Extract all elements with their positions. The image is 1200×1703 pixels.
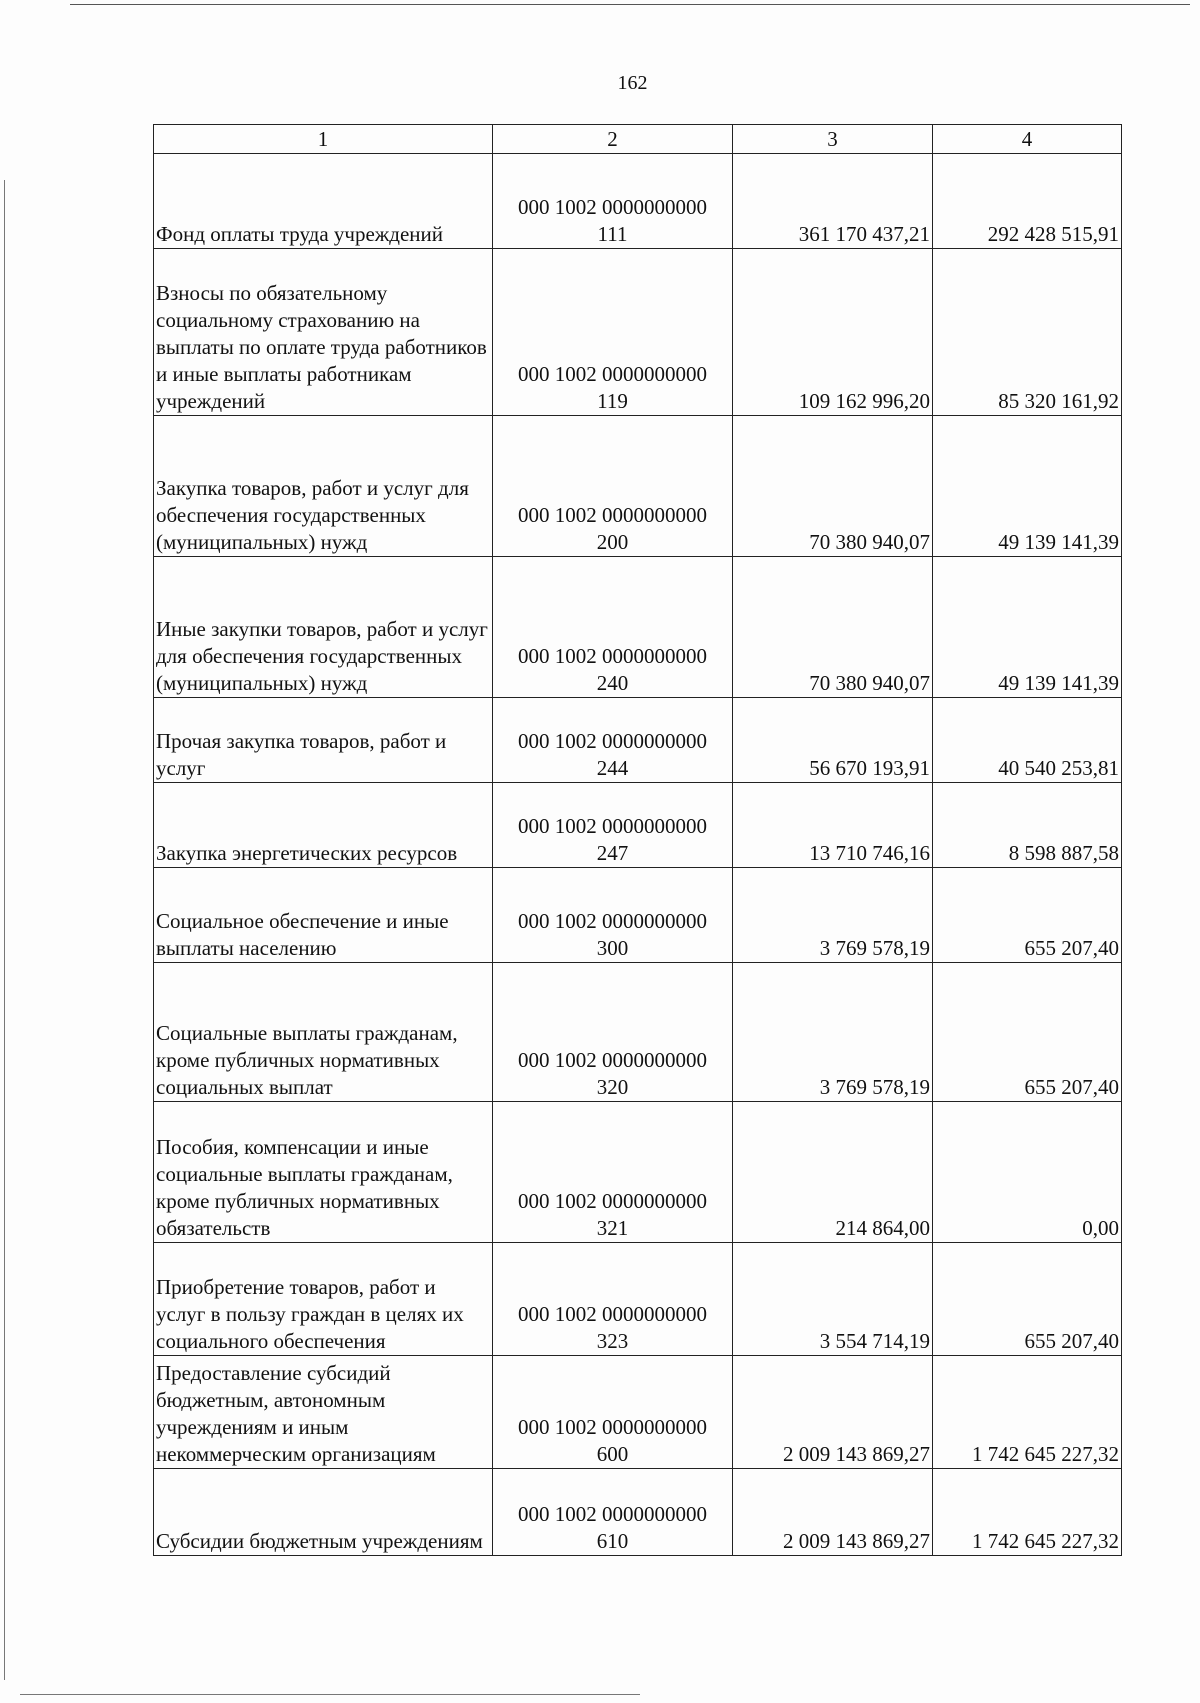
code-line-1: 000 1002 0000000000 bbox=[518, 503, 707, 527]
row-name: Предоставление субсидий бюджетным, автономным учреждениям и иным некоммерческим организациям bbox=[154, 1356, 493, 1469]
row-code bbox=[493, 1356, 733, 1469]
row-value-col4: 0,00 bbox=[933, 1102, 1122, 1243]
code-line-1: 000 1002 0000000000 bbox=[518, 644, 707, 668]
row-name: Фонд оплаты труда учреждений bbox=[154, 154, 493, 249]
header-row bbox=[154, 125, 1122, 154]
row-name: Взносы по обязательному социальному страхованию на выплаты по оплате труда работников и иные выплаты работникам учреждений bbox=[154, 249, 493, 416]
code-line-1: 000 1002 0000000000 bbox=[518, 1502, 707, 1526]
row-code bbox=[493, 783, 733, 868]
row-value-col3: 70 380 940,07 bbox=[733, 416, 933, 557]
row-name: Субсидии бюджетным учреждениям bbox=[154, 1469, 493, 1556]
row-value-col3: 214 864,00 bbox=[733, 1102, 933, 1243]
code-line-1: 000 1002 0000000000 bbox=[518, 1048, 707, 1072]
code-line-2: 240 bbox=[596, 671, 629, 695]
code-line-2: 119 bbox=[597, 389, 628, 413]
row-value-col4: 655 207,40 bbox=[933, 1243, 1122, 1356]
scan-edge-bottom bbox=[20, 1694, 640, 1695]
scan-edge-top bbox=[70, 4, 1190, 5]
row-value-col4: 1 742 645 227,32 bbox=[933, 1469, 1122, 1556]
page-number: 162 bbox=[617, 72, 648, 94]
code-line-2: 247 bbox=[596, 841, 629, 865]
row-code bbox=[493, 154, 733, 249]
code-line-2: 323 bbox=[596, 1329, 629, 1353]
row-value-col3: 2 009 143 869,27 bbox=[733, 1356, 933, 1469]
row-value-col3: 70 380 940,07 bbox=[733, 557, 933, 698]
row-value-col3: 56 670 193,91 bbox=[733, 698, 933, 783]
row-value-col3: 361 170 437,21 bbox=[733, 154, 933, 249]
table-row bbox=[154, 1102, 1122, 1243]
row-code bbox=[493, 557, 733, 698]
code-line-1: 000 1002 0000000000 bbox=[518, 814, 707, 838]
row-value-col4: 49 139 141,39 bbox=[933, 557, 1122, 698]
code-line-1: 000 1002 0000000000 bbox=[518, 909, 707, 933]
row-code bbox=[493, 1243, 733, 1356]
header-col-4: 4 bbox=[933, 125, 1122, 154]
row-code bbox=[493, 416, 733, 557]
row-value-col3: 13 710 746,16 bbox=[733, 783, 933, 868]
table-row bbox=[154, 416, 1122, 557]
row-name: Приобретение товаров, работ и услуг в пользу граждан в целях их социального обеспечения bbox=[154, 1243, 493, 1356]
code-line-1: 000 1002 0000000000 bbox=[518, 1302, 707, 1326]
row-value-col4: 40 540 253,81 bbox=[933, 698, 1122, 783]
row-value-col4: 49 139 141,39 bbox=[933, 416, 1122, 557]
row-name: Социальное обеспечение и иные выплаты населению bbox=[154, 868, 493, 963]
header-col-2: 2 bbox=[493, 125, 733, 154]
row-value-col4: 655 207,40 bbox=[933, 868, 1122, 963]
row-code bbox=[493, 698, 733, 783]
code-line-2: 300 bbox=[596, 936, 629, 960]
row-name: Социальные выплаты гражданам, кроме публичных нормативных социальных выплат bbox=[154, 963, 493, 1102]
row-name: Пособия, компенсации и иные социальные выплаты гражданам, кроме публичных нормативных обязательств bbox=[154, 1102, 493, 1243]
row-value-col3: 3 769 578,19 bbox=[733, 868, 933, 963]
table-row bbox=[154, 557, 1122, 698]
code-line-1: 000 1002 0000000000 bbox=[518, 1189, 707, 1213]
code-line-1: 000 1002 0000000000 bbox=[518, 362, 707, 386]
table-row bbox=[154, 783, 1122, 868]
row-name: Иные закупки товаров, работ и услуг для обеспечения государственных (муниципальных) нужд bbox=[154, 557, 493, 698]
row-code bbox=[493, 1469, 733, 1556]
table-row bbox=[154, 698, 1122, 783]
table-row bbox=[154, 154, 1122, 249]
code-line-2: 111 bbox=[597, 222, 628, 246]
row-value-col3: 109 162 996,20 bbox=[733, 249, 933, 416]
header-col-3: 3 bbox=[733, 125, 933, 154]
budget-table bbox=[153, 124, 1122, 1556]
header-col-1: 1 bbox=[154, 125, 493, 154]
table-row bbox=[154, 249, 1122, 416]
row-value-col4: 292 428 515,91 bbox=[933, 154, 1122, 249]
row-name: Прочая закупка товаров, работ и услуг bbox=[154, 698, 493, 783]
row-name: Закупка товаров, работ и услуг для обеспечения государственных (муниципальных) нужд bbox=[154, 416, 493, 557]
table-row bbox=[154, 1243, 1122, 1356]
scan-edge-left bbox=[4, 180, 5, 1680]
code-line-1: 000 1002 0000000000 bbox=[518, 729, 707, 753]
code-line-2: 321 bbox=[596, 1216, 629, 1240]
code-line-2: 610 bbox=[596, 1529, 629, 1553]
code-line-2: 244 bbox=[596, 756, 629, 780]
row-value-col4: 85 320 161,92 bbox=[933, 249, 1122, 416]
table-row bbox=[154, 1469, 1122, 1556]
row-name: Закупка энергетических ресурсов bbox=[154, 783, 493, 868]
code-line-1: 000 1002 0000000000 bbox=[518, 1415, 707, 1439]
row-value-col4: 8 598 887,58 bbox=[933, 783, 1122, 868]
row-value-col3: 3 769 578,19 bbox=[733, 963, 933, 1102]
row-code bbox=[493, 1102, 733, 1243]
code-line-1: 000 1002 0000000000 bbox=[518, 195, 707, 219]
code-line-2: 200 bbox=[596, 530, 629, 554]
table-row bbox=[154, 1356, 1122, 1469]
row-value-col3: 2 009 143 869,27 bbox=[733, 1469, 933, 1556]
row-code bbox=[493, 963, 733, 1102]
code-line-2: 320 bbox=[596, 1075, 629, 1099]
row-value-col4: 655 207,40 bbox=[933, 963, 1122, 1102]
row-value-col4: 1 742 645 227,32 bbox=[933, 1356, 1122, 1469]
table-row bbox=[154, 868, 1122, 963]
row-value-col3: 3 554 714,19 bbox=[733, 1243, 933, 1356]
row-code bbox=[493, 868, 733, 963]
table-row bbox=[154, 963, 1122, 1102]
row-code bbox=[493, 249, 733, 416]
code-line-2: 600 bbox=[596, 1442, 629, 1466]
